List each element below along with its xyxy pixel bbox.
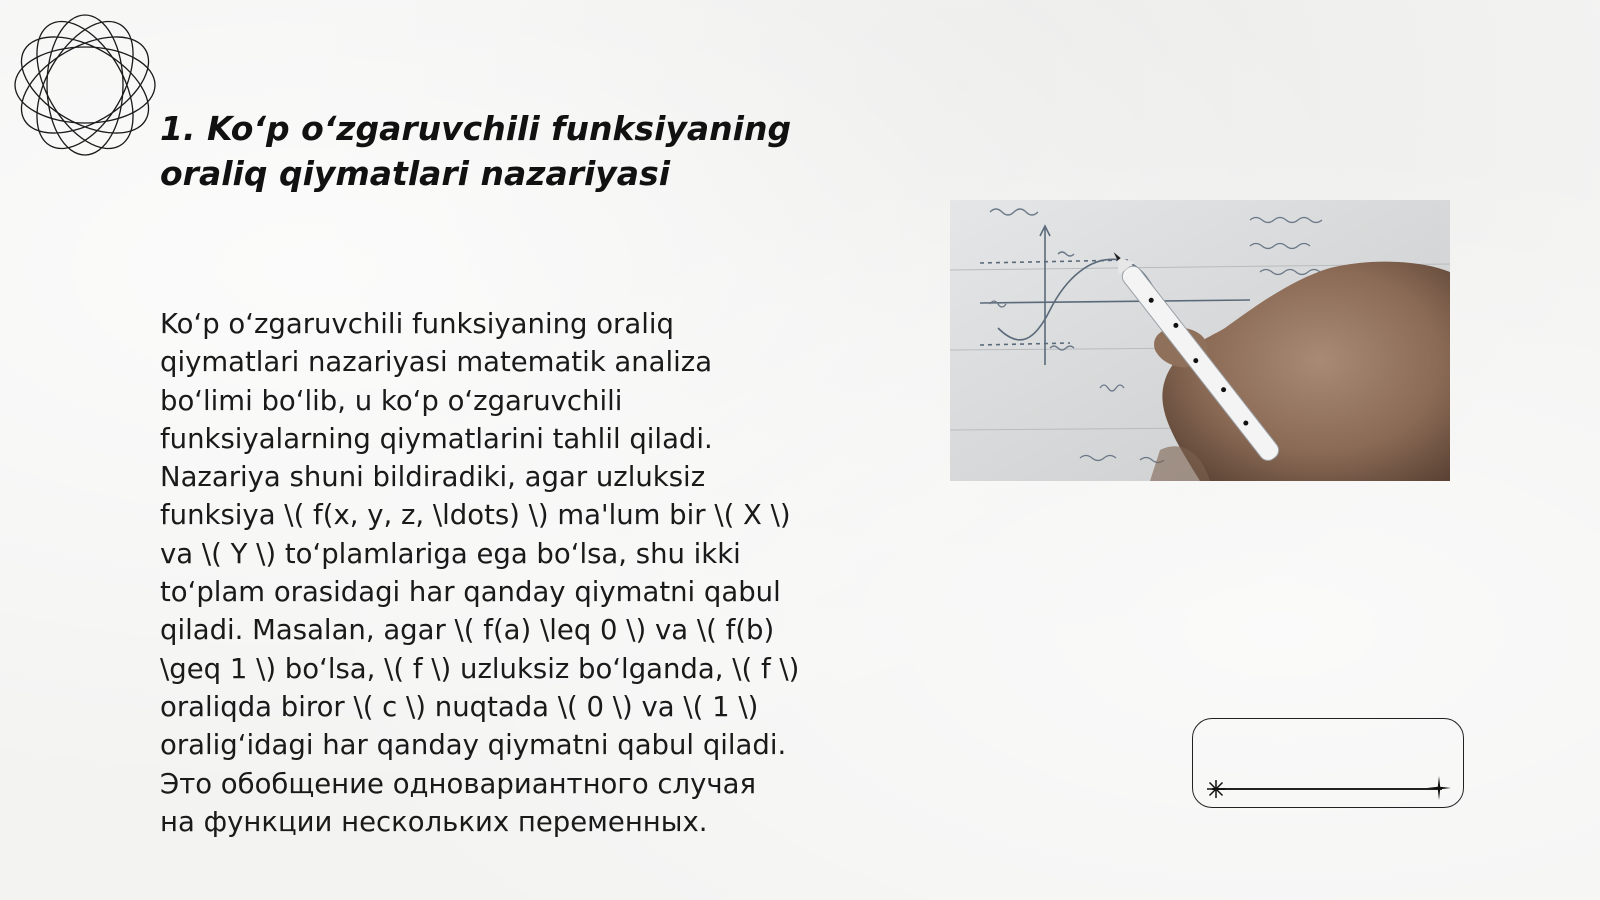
photo-hand-writing-graph bbox=[950, 200, 1450, 481]
body-line: qiladi. Masalan, agar \( f(a) \leq 0 \) va \( f(b) bbox=[160, 614, 775, 647]
cross-star-icon bbox=[1427, 776, 1451, 800]
decorative-line bbox=[1212, 788, 1442, 790]
slide-title bbox=[160, 106, 860, 196]
slide-title-line: 1. Ko‘p o‘zgaruvchili funksiyaning bbox=[160, 109, 792, 148]
body-line: to‘plam orasidagi har qanday qiymatni qabul bbox=[160, 576, 781, 609]
body-line: va \( Y \) to‘plamlariga ega bo‘lsa, shu ikki bbox=[160, 537, 741, 570]
circle-rosette-icon bbox=[10, 10, 160, 160]
body-line: Это обобщение одновариантного случая bbox=[160, 767, 757, 800]
body-line: \geq 1 \) bo‘lsa, \( f \) uzluksiz bo‘lganda, \( f \) bbox=[160, 652, 800, 685]
body-line: oraliqda biror \( c \) nuqtada \( 0 \) va \( 1 \) bbox=[160, 690, 759, 723]
body-line: qiymatlari nazariyasi matematik analiza bbox=[160, 346, 713, 379]
body-line: Ko‘p o‘zgaruvchili funksiyaning oraliq bbox=[160, 308, 674, 340]
body-line: funksiyalarning qiymatlarini tahlil qiladi. bbox=[160, 422, 713, 455]
body-paragraph bbox=[160, 305, 860, 841]
sparkle-star-icon bbox=[1206, 779, 1226, 799]
body-line: bo‘limi bo‘lib, u ko‘p o‘zgaruvchili bbox=[160, 384, 623, 417]
body-line: на функции нескольких переменных. bbox=[160, 805, 708, 838]
slide-title-line: oraliq qiymatlari nazariyasi bbox=[160, 154, 671, 193]
body-line: funksiya \( f(x, y, z, \ldots) \) ma'lum bir \( X \) bbox=[160, 499, 791, 532]
body-line: oralig‘idagi har qanday qiymatni qabul qiladi. bbox=[160, 729, 787, 762]
decorative-frame bbox=[1192, 718, 1464, 808]
body-line: Nazariya shuni bildiradiki, agar uzluksiz bbox=[160, 461, 706, 494]
